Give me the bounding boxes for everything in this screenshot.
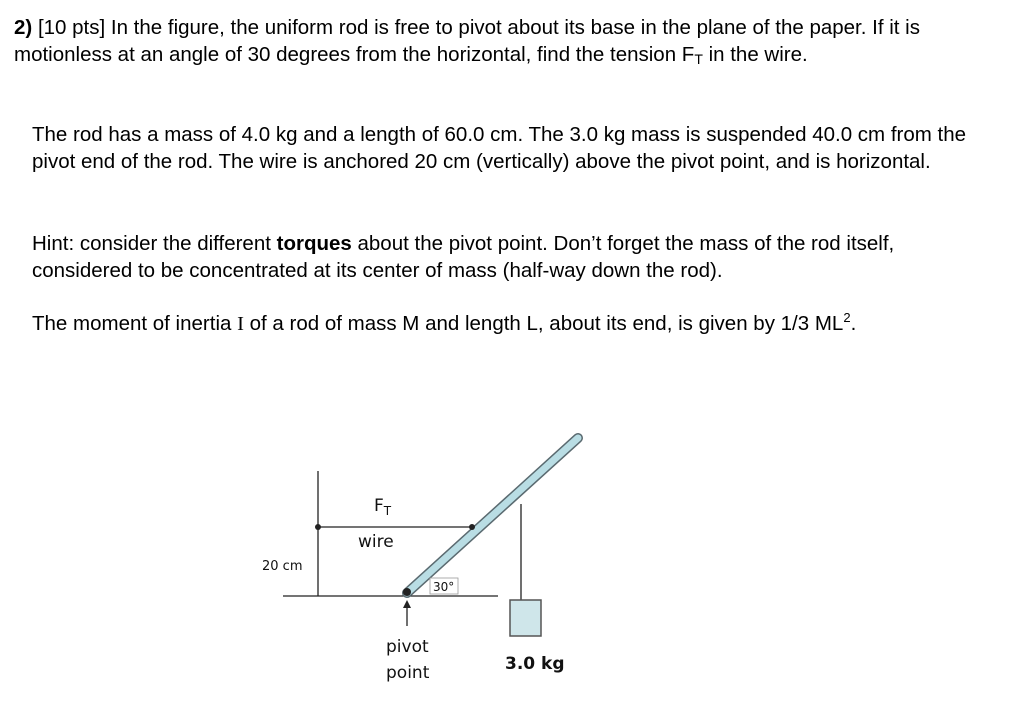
suspended-mass-block [510, 600, 541, 636]
tension-subscript: T [694, 51, 703, 67]
rod-paragraph: The rod has a mass of 4.0 kg and a length of 60.0 cm. The 3.0 kg mass is suspended 40.0 cm from the pivot end of the rod. The wire is anchored 20 cm (vertically) above the pivot point, and is horizontal. [32, 123, 967, 173]
force-label-main: F [374, 496, 384, 516]
mass-label: 3.0 kg [505, 654, 565, 674]
force-label [374, 496, 392, 518]
wire-label: wire [358, 532, 394, 552]
moi-text-end: . [850, 312, 857, 335]
moi-superscript: 2 [843, 310, 851, 325]
force-label-subscript: T [383, 504, 392, 518]
hint-bold-word: torques [276, 232, 352, 255]
question-text-part1: In the figure, the uniform rod is free to pivot about its base in the plane of the paper. If it is motionless at an angle of 30 degrees from the horizontal, find the tension F [14, 16, 920, 66]
moi-text-part1: The moment of inertia [32, 312, 238, 335]
hint-suffix: about the pivot point. Don’t forget the mass of the rod itself, considered to be concentrated at its center of mass (half-way down the rod). [32, 232, 895, 282]
rod [407, 438, 578, 593]
hint-prefix: Hint: consider the different [32, 232, 277, 255]
pivot-arrow-head [403, 600, 411, 608]
pivot-point-dot [403, 588, 411, 596]
height-label: 20 cm [262, 559, 303, 574]
pivot-label-line1: pivot [386, 637, 429, 657]
wire-rod-attachment-point [469, 524, 475, 530]
question-text-part2: in the wire. [702, 43, 808, 66]
question-number: 2) [14, 16, 33, 39]
moi-symbol: I [237, 313, 244, 335]
moi-text-part2: of a rod of mass M and length L, about its end, is given by 1/3 ML [243, 312, 844, 335]
wire-anchor-point [315, 524, 321, 530]
pivot-label-line2: point [386, 663, 430, 683]
question-points: [10 pts] [37, 16, 106, 39]
angle-label: 30° [433, 580, 455, 594]
